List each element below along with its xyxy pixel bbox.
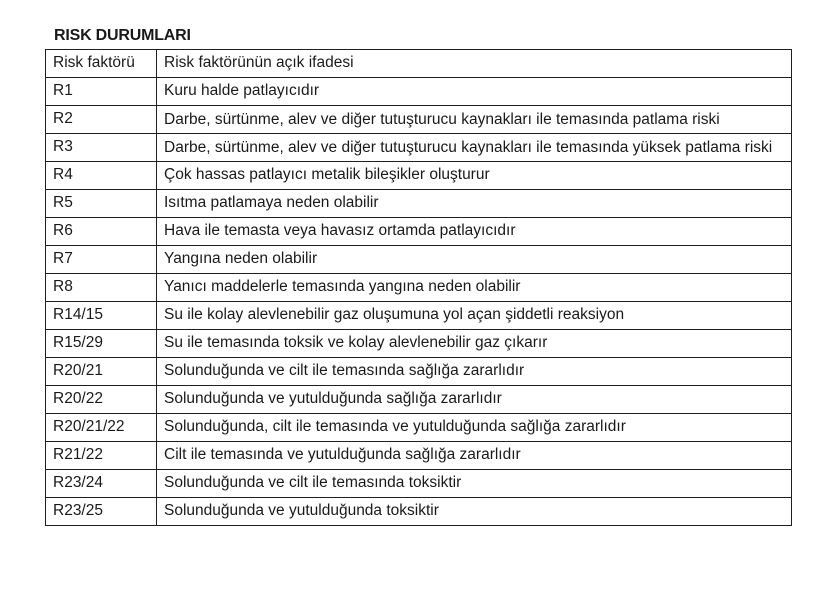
risk-description: Su ile temasında toksik ve kolay alevlenebilir gaz çıkarır bbox=[157, 330, 792, 358]
risk-code: R20/21 bbox=[46, 358, 157, 386]
table-row bbox=[46, 442, 792, 470]
risk-description: Yangına neden olabilir bbox=[157, 246, 792, 274]
header-risk-factor: Risk faktörü bbox=[46, 50, 157, 78]
table-row bbox=[46, 190, 792, 218]
risk-code: R6 bbox=[46, 218, 157, 246]
risk-description: Kuru halde patlayıcıdır bbox=[157, 78, 792, 106]
risk-code: R23/24 bbox=[46, 470, 157, 498]
table-row bbox=[46, 162, 792, 190]
header-risk-description: Risk faktörünün açık ifadesi bbox=[157, 50, 792, 78]
page-title: RISK DURUMLARI bbox=[54, 27, 191, 44]
risk-code: R8 bbox=[46, 274, 157, 302]
risk-code: R15/29 bbox=[46, 330, 157, 358]
risk-description: Cilt ile temasında ve yutulduğunda sağlığa zararlıdır bbox=[157, 442, 792, 470]
risk-code: R7 bbox=[46, 246, 157, 274]
risk-code: R4 bbox=[46, 162, 157, 190]
risk-description: Isıtma patlamaya neden olabilir bbox=[157, 190, 792, 218]
table-row bbox=[46, 302, 792, 330]
table-row bbox=[46, 218, 792, 246]
risk-description: Su ile kolay alevlenebilir gaz oluşumuna yol açan şiddetli reaksiyon bbox=[157, 302, 792, 330]
risk-description: Hava ile temasta veya havasız ortamda patlayıcıdır bbox=[157, 218, 792, 246]
table-row bbox=[46, 470, 792, 498]
risk-code: R5 bbox=[46, 190, 157, 218]
risk-description: Darbe, sürtünme, alev ve diğer tutuşturucu kaynakları ile temasında yüksek patlama riski bbox=[157, 134, 792, 162]
risk-description: Çok hassas patlayıcı metalik bileşikler oluşturur bbox=[157, 162, 792, 190]
risk-description: Darbe, sürtünme, alev ve diğer tutuşturucu kaynakları ile temasında patlama riski bbox=[157, 106, 792, 134]
risk-code: R14/15 bbox=[46, 302, 157, 330]
risk-table bbox=[45, 49, 792, 526]
risk-code: R3 bbox=[46, 134, 157, 162]
table-row bbox=[46, 386, 792, 414]
table-row bbox=[46, 246, 792, 274]
risk-code: R2 bbox=[46, 106, 157, 134]
risk-description: Solunduğunda, cilt ile temasında ve yutulduğunda sağlığa zararlıdır bbox=[157, 414, 792, 442]
risk-description: Solunduğunda ve cilt ile temasında sağlığa zararlıdır bbox=[157, 358, 792, 386]
risk-description: Solunduğunda ve yutulduğunda sağlığa zararlıdır bbox=[157, 386, 792, 414]
risk-description: Solunduğunda ve cilt ile temasında toksiktir bbox=[157, 470, 792, 498]
risk-code: R23/25 bbox=[46, 498, 157, 526]
risk-description: Yanıcı maddelerle temasında yangına neden olabilir bbox=[157, 274, 792, 302]
risk-description: Solunduğunda ve yutulduğunda toksiktir bbox=[157, 498, 792, 526]
table-row bbox=[46, 274, 792, 302]
table-row bbox=[46, 106, 792, 134]
table-header-row bbox=[46, 50, 792, 78]
risk-code: R20/21/22 bbox=[46, 414, 157, 442]
risk-code: R1 bbox=[46, 78, 157, 106]
table-row bbox=[46, 134, 792, 162]
table-row bbox=[46, 78, 792, 106]
table-row bbox=[46, 358, 792, 386]
table-row bbox=[46, 498, 792, 526]
risk-code: R21/22 bbox=[46, 442, 157, 470]
risk-code: R20/22 bbox=[46, 386, 157, 414]
table-row bbox=[46, 330, 792, 358]
table-row bbox=[46, 414, 792, 442]
